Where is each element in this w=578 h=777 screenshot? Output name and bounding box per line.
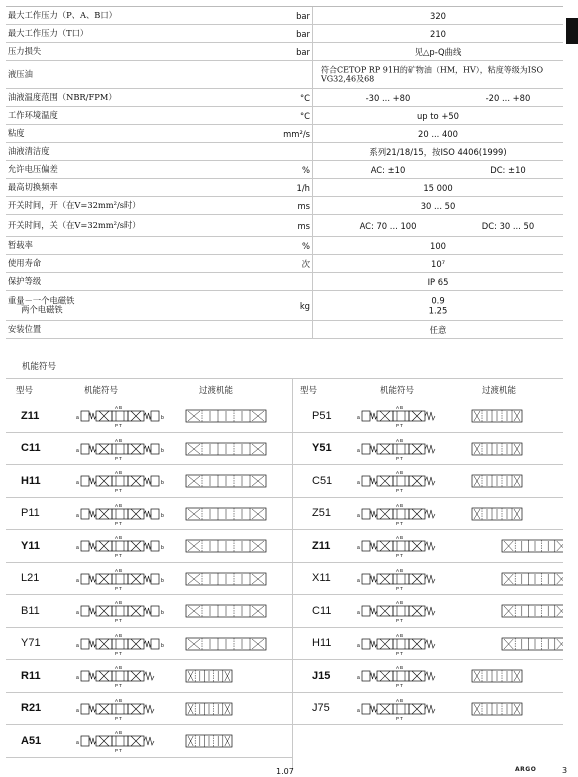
spec-value-cell (312, 321, 563, 338)
symbol-row (292, 595, 563, 628)
valve-type-code: B11 (21, 604, 40, 617)
spec-param: 允许电压偏差 (8, 163, 58, 174)
svg-text:a: a (76, 415, 79, 421)
valve-symbol-graphic (56, 433, 292, 465)
valve-symbol-graphic (342, 595, 563, 627)
col-transition-right: 过渡机能 (482, 386, 517, 396)
svg-text:P T: P T (115, 618, 122, 623)
spec-value-cell (312, 255, 563, 272)
spec-row (6, 291, 563, 321)
spec-param: 油液温度范围（NBR/FPM） (8, 91, 117, 102)
svg-text:a: a (76, 545, 79, 551)
svg-text:a: a (357, 675, 360, 681)
spec-value: 见△p-Q曲线 (414, 46, 462, 57)
svg-text:a: a (357, 447, 360, 454)
edge-tab-marker (566, 18, 578, 44)
valve-type-code: Y51 (312, 442, 332, 455)
spec-param: 压力损失 (8, 45, 42, 56)
spec-param: 重量－一个电磁铁 两个电磁铁 (8, 294, 75, 315)
svg-text:A B: A B (396, 632, 404, 638)
svg-text:a: a (76, 707, 79, 714)
valve-symbol-graphic (56, 693, 292, 725)
spec-param: 使用寿命 (8, 257, 42, 268)
svg-text:A B: A B (396, 470, 404, 475)
valve-symbol-graphic (342, 433, 563, 465)
symbol-row (6, 563, 292, 596)
svg-text:a: a (76, 512, 79, 519)
symbol-row (6, 465, 292, 498)
spec-unit: °C (299, 92, 310, 103)
svg-text:P T: P T (115, 683, 122, 688)
symbols-section-header (6, 353, 563, 379)
spec-row (6, 179, 563, 197)
valve-type-code: P51 (312, 409, 332, 422)
valve-symbol-graphic (56, 660, 292, 692)
valve-symbol-graphic (342, 563, 563, 595)
svg-text:A B: A B (115, 730, 123, 735)
spec-value-cell (312, 25, 563, 42)
spec-value-cell (312, 43, 563, 60)
spec-param: 保护等级 (8, 275, 42, 286)
spec-value: IP 65 (427, 276, 449, 287)
svg-text:P T: P T (115, 585, 122, 591)
spec-table (6, 6, 563, 339)
col-symbol-left: 机能符号 (84, 386, 119, 396)
valve-symbol-graphic (342, 400, 563, 432)
spec-row (6, 237, 563, 255)
valve-symbol-graphic (342, 628, 563, 660)
svg-text:b: b (161, 610, 164, 616)
symbol-row (6, 628, 292, 661)
right-column-header (292, 378, 563, 400)
svg-text:a: a (76, 610, 79, 616)
valve-type-code: Z11 (312, 539, 331, 552)
spec-value: 210 (430, 28, 446, 39)
valve-type-code: A51 (21, 734, 42, 747)
spec-unit: ms (297, 220, 310, 231)
spec-row (6, 89, 563, 107)
svg-text:A B: A B (115, 600, 123, 605)
valve-type-code: P11 (21, 507, 40, 520)
svg-text:A B: A B (396, 405, 404, 410)
svg-text:P T: P T (396, 650, 403, 656)
spec-row (6, 197, 563, 215)
symbol-row (292, 693, 563, 726)
spec-value-cell (312, 273, 563, 290)
spec-param: 最高切换频率 (8, 181, 58, 192)
footer-page-code: 1.07 (276, 767, 294, 776)
spec-value: 15 000 (423, 182, 453, 193)
symbol-row (292, 400, 563, 433)
spec-unit: % (302, 164, 310, 175)
col-type-left: 型号 (16, 386, 34, 396)
valve-symbol-graphic (56, 530, 292, 562)
svg-text:a: a (357, 512, 360, 519)
spec-row (6, 321, 563, 339)
valve-type-code: Z51 (312, 507, 331, 520)
svg-text:A B: A B (396, 437, 404, 443)
spec-unit: kg (299, 300, 310, 311)
svg-text:A B: A B (115, 632, 123, 638)
svg-text:A B: A B (396, 535, 404, 540)
valve-symbol-graphic (56, 628, 292, 660)
svg-text:b: b (161, 545, 164, 551)
spec-value-cell (312, 107, 563, 124)
symbol-row (6, 660, 292, 693)
valve-symbol-graphic (56, 465, 292, 497)
svg-text:P T: P T (115, 715, 122, 721)
spec-row (6, 7, 563, 25)
spec-value: 30 ... 50 (420, 200, 456, 211)
symbol-row (292, 498, 563, 531)
svg-text:a: a (357, 642, 360, 649)
svg-text:a: a (76, 740, 79, 746)
svg-text:A B: A B (396, 502, 404, 508)
spec-value: DC: 30 ... 50 (481, 220, 535, 231)
symbol-row (6, 595, 292, 628)
spec-unit: 次 (301, 258, 310, 269)
spec-param: 粘度 (8, 127, 25, 138)
spec-param: 开关时间，关（在V=32mm²/s时） (8, 219, 141, 230)
svg-text:a: a (357, 415, 360, 421)
svg-text:b: b (161, 577, 164, 584)
spec-value: 任意 (429, 324, 447, 335)
spec-param: 最大工作压力（P、A、B口） (8, 9, 117, 20)
symbol-row (292, 660, 563, 693)
symbol-row (6, 530, 292, 563)
footer-page-number: 3 (562, 766, 568, 775)
spec-unit: bar (296, 46, 310, 57)
spec-param: 液压油 (8, 68, 33, 79)
spec-row (6, 143, 563, 161)
svg-text:a: a (76, 642, 79, 649)
spec-value: 0.9 1.25 (428, 295, 448, 316)
valve-symbol-graphic (342, 693, 563, 725)
valve-symbol-graphic (342, 660, 563, 692)
valve-type-code: C51 (312, 474, 333, 487)
symbol-row (292, 465, 563, 498)
spec-value-cell (312, 237, 563, 254)
svg-text:P T: P T (115, 553, 122, 558)
spec-value: 10⁷ (430, 258, 445, 269)
symbol-row (6, 498, 292, 531)
svg-text:P T: P T (396, 585, 403, 591)
spec-row (6, 273, 563, 291)
svg-text:A B: A B (396, 600, 404, 605)
footer-logo: ARGO (515, 766, 537, 773)
symbol-row (292, 563, 563, 596)
spec-unit: 1/h (296, 182, 310, 193)
svg-text:A B: A B (396, 665, 404, 670)
svg-text:a: a (357, 577, 360, 584)
svg-text:b: b (161, 447, 164, 454)
valve-type-code: C11 (21, 442, 41, 455)
svg-text:a: a (357, 480, 360, 486)
svg-text:A B: A B (115, 405, 123, 410)
svg-text:P T: P T (115, 520, 122, 526)
svg-text:A B: A B (115, 470, 123, 475)
valve-type-code: Y71 (21, 637, 41, 650)
svg-text:a: a (76, 480, 79, 486)
svg-text:a: a (76, 577, 79, 584)
spec-value: 100 (430, 240, 446, 251)
symbol-row (292, 628, 563, 661)
spec-param: 安装位置 (8, 323, 42, 334)
svg-text:a: a (76, 447, 79, 454)
svg-text:P T: P T (115, 455, 122, 461)
svg-text:a: a (357, 610, 360, 616)
spec-value: up to +50 (416, 110, 460, 121)
svg-text:P T: P T (115, 423, 122, 428)
valve-symbol-graphic (342, 465, 563, 497)
spec-param: 开关时间，开（在V=32mm²/s时） (8, 199, 141, 210)
svg-text:b: b (161, 512, 164, 519)
spec-row (6, 255, 563, 273)
valve-symbol-graphic (56, 498, 292, 530)
svg-text:b: b (161, 642, 164, 649)
svg-text:A B: A B (115, 567, 123, 573)
spec-param: 最大工作压力（T口） (8, 27, 89, 38)
svg-text:A B: A B (396, 567, 404, 573)
symbol-row (292, 433, 563, 466)
valve-type-code: J75 (312, 702, 330, 715)
svg-text:b: b (161, 480, 164, 486)
svg-text:a: a (357, 707, 360, 714)
spec-unit: °C (299, 110, 310, 121)
svg-text:P T: P T (396, 715, 403, 721)
spec-row (6, 25, 563, 43)
spec-param: 暂载率 (8, 239, 33, 250)
svg-text:P T: P T (396, 618, 403, 623)
svg-text:A B: A B (396, 697, 404, 703)
spec-row (6, 43, 563, 61)
spec-row (6, 215, 563, 237)
spec-row (6, 61, 563, 89)
svg-text:a: a (357, 545, 360, 551)
valve-symbol-graphic (342, 498, 563, 530)
svg-text:A B: A B (115, 535, 123, 540)
svg-text:P T: P T (396, 683, 403, 688)
valve-type-code: C11 (312, 604, 332, 617)
svg-text:P T: P T (115, 650, 122, 656)
valve-symbol-graphic (342, 530, 563, 562)
valve-type-code: H11 (21, 474, 41, 487)
spec-value: -30 ... +80 (365, 92, 411, 103)
svg-text:A B: A B (115, 437, 123, 443)
symbol-row (6, 433, 292, 466)
spec-unit: bar (296, 10, 310, 21)
valve-symbol-graphic (56, 725, 292, 757)
spec-value: 符合CETOP RP 91H的矿物油（HM，HV），粘度等级为ISO VG32,46及68 (321, 64, 544, 84)
svg-text:A B: A B (115, 502, 123, 508)
spec-value-cell (312, 143, 563, 160)
spec-unit: bar (296, 28, 310, 39)
symbol-row (6, 693, 292, 726)
spec-row (6, 125, 563, 143)
symbol-row (292, 530, 563, 563)
svg-text:P T: P T (396, 488, 403, 493)
spec-value-cell (312, 89, 563, 106)
symbol-row (6, 400, 292, 433)
spec-value-cell (312, 179, 563, 196)
spec-value-cell (312, 125, 563, 142)
valve-type-code: L21 (21, 572, 40, 585)
spec-value: AC: ±10 (370, 164, 406, 175)
spec-value: 20 ... 400 (418, 128, 458, 139)
svg-text:P T: P T (396, 423, 403, 428)
col-symbol-right: 机能符号 (380, 386, 415, 396)
spec-value: DC: ±10 (490, 164, 526, 175)
svg-text:P T: P T (396, 553, 403, 558)
valve-symbol-graphic (56, 400, 292, 432)
spec-value-cell (312, 197, 563, 214)
spec-value-cell (312, 215, 563, 236)
spec-value: 系列21/18/15，按ISO 4406(1999) (369, 146, 507, 157)
spec-row (6, 107, 563, 125)
svg-text:P T: P T (396, 520, 403, 526)
left-column-header (6, 378, 292, 400)
symbol-row (6, 725, 292, 758)
spec-value-cell (312, 61, 563, 88)
spec-value-cell (312, 291, 563, 320)
valve-type-code: X11 (312, 572, 331, 585)
svg-text:P T: P T (115, 488, 122, 493)
valve-symbol-graphic (56, 563, 292, 595)
valve-type-code: J15 (312, 669, 331, 682)
col-type-right: 型号 (300, 386, 318, 396)
valve-type-code: Z11 (21, 409, 40, 422)
valve-type-code: R21 (21, 702, 42, 715)
spec-unit: mm²/s (283, 128, 310, 139)
spec-value-cell (312, 7, 563, 24)
svg-text:P T: P T (115, 748, 122, 753)
symbols-title: 机能符号 (22, 362, 57, 372)
svg-text:a: a (76, 675, 79, 681)
spec-unit: % (302, 240, 310, 251)
svg-text:A B: A B (115, 665, 123, 670)
valve-type-code: H11 (312, 637, 332, 650)
svg-text:P T: P T (396, 455, 403, 461)
valve-symbol-graphic (56, 595, 292, 627)
spec-unit: ms (297, 200, 310, 211)
svg-text:A B: A B (115, 697, 123, 703)
spec-value: -20 ... +80 (485, 92, 531, 103)
valve-type-code: R11 (21, 669, 41, 682)
col-transition-left: 过渡机能 (199, 386, 234, 396)
spec-value: AC: 70 ... 100 (359, 220, 417, 231)
spec-value: 320 (430, 10, 446, 21)
spec-param: 工作环境温度 (8, 109, 58, 120)
spec-row (6, 161, 563, 179)
spec-value-cell (312, 161, 563, 178)
spec-param: 油液清洁度 (8, 145, 50, 156)
svg-text:b: b (161, 415, 164, 421)
valve-type-code: Y11 (21, 539, 40, 552)
